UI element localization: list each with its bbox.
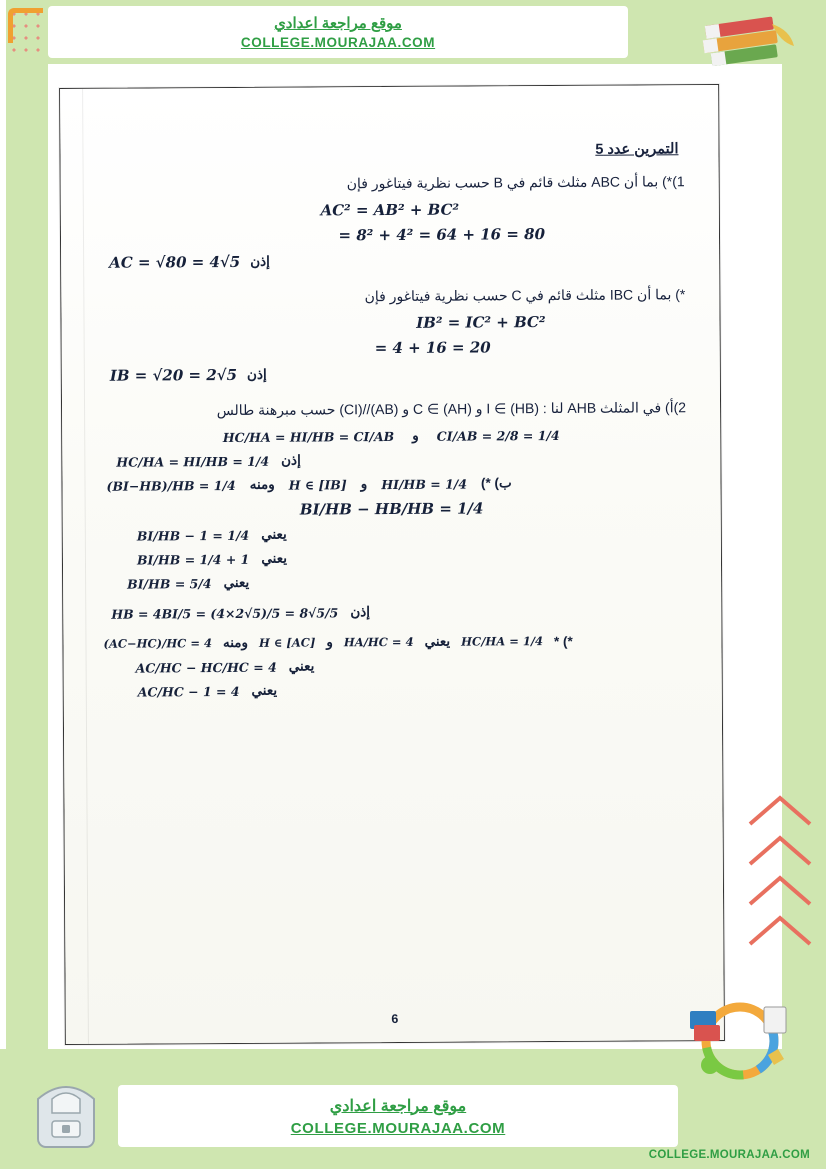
equation-12-label: يعني xyxy=(261,550,287,566)
worksheet-content xyxy=(60,85,724,1044)
equation-9d: (BI−HB)/HB = 1/4 xyxy=(106,477,236,494)
backpack-icon xyxy=(18,1069,114,1155)
equation-row xyxy=(97,524,687,544)
equation-13-label: يعني xyxy=(223,574,250,591)
footer xyxy=(0,1049,826,1169)
equation-row xyxy=(97,498,687,520)
equation-15-e: ومنه xyxy=(222,634,249,651)
equation-16-label: يعني xyxy=(288,658,315,674)
equation-6: IB = √20 = 2√5 xyxy=(109,365,238,385)
equation-15c: HA/HC = 4 xyxy=(343,634,414,650)
equation-row xyxy=(95,224,685,246)
orange-corner-decoration xyxy=(8,8,43,43)
equation-7-join: و xyxy=(412,427,419,443)
equation-15-label: *) * xyxy=(553,633,573,649)
equation-3: AC = √80 = 4√5 xyxy=(109,252,241,272)
equation-row xyxy=(98,656,688,676)
equation-row xyxy=(95,250,685,272)
equation-8: HC/HA = HI/HB = 1/4 xyxy=(116,453,270,470)
footer-site-url[interactable]: COLLEGE.MOURAJAA.COM xyxy=(290,1119,506,1137)
equation-11-label: يعني xyxy=(261,526,287,542)
equation-row xyxy=(97,548,687,568)
equation-14-label: إذن xyxy=(350,604,371,620)
equation-7a: CI/AB = 2/8 = 1/4 xyxy=(436,427,560,444)
equation-15a: HC/HA = 1/4 xyxy=(461,634,544,649)
equation-row xyxy=(95,312,685,334)
chevrons-icon xyxy=(740,790,820,950)
equation-6-label: إذن xyxy=(246,366,267,382)
equation-15-join: و xyxy=(326,634,333,650)
equation-15d: H ∈ [AC] xyxy=(258,635,316,650)
equation-15-b: يعني xyxy=(424,633,451,649)
equation-row xyxy=(96,426,686,446)
equation-14: HB = 4BI/5 = (4×2√5)/5 = 8√5/5 xyxy=(111,604,339,622)
equation-row xyxy=(96,337,686,359)
page-number: 6 xyxy=(391,1011,399,1027)
equation-13: BI/HB = 5/4 xyxy=(127,575,212,592)
question-1-text: 1)*) بما أن ABC مثلث قائم في B حسب نظرية فيتاغور فإن xyxy=(346,173,685,192)
equation-3-label: إذن xyxy=(250,253,270,269)
equation-1: AC² = AB² + BC² xyxy=(320,200,460,220)
equation-9-label: ب) *) xyxy=(480,475,512,491)
footer-credit: COLLEGE.MOURAJAA.COM xyxy=(648,1149,810,1161)
equation-9b: H ∈ [IB] xyxy=(288,476,347,493)
equation-row xyxy=(96,450,686,470)
header-site-url[interactable]: COLLEGE.MOURAJAA.COM xyxy=(240,35,436,50)
equation-7b: HC/HA = HI/HB = CI/AB xyxy=(222,428,395,445)
equation-17-label: يعني xyxy=(251,682,278,698)
green-right-band xyxy=(782,0,826,1169)
equation-row xyxy=(97,572,687,592)
equation-9a: HI/HB = 1/4 xyxy=(381,476,468,492)
header-banner xyxy=(48,6,628,58)
equation-2: = 8² + 4² = 64 + 16 = 80 xyxy=(338,225,546,245)
equation-row xyxy=(97,632,687,652)
question-1b-text: *) بما أن IBC مثلث قائم في C حسب نظرية فيتاغور فإن xyxy=(364,286,686,305)
exercise-title: التمرين عدد 5 xyxy=(595,141,679,158)
equation-row xyxy=(95,199,685,221)
equation-11: BI/HB − 1 = 1/4 xyxy=(136,527,250,544)
school-supplies-icon xyxy=(682,995,798,1091)
equation-4: IB² = IC² + BC² xyxy=(416,313,546,332)
equation-5: = 4 + 16 = 20 xyxy=(374,338,491,358)
equation-8-label: إذن xyxy=(281,452,301,468)
equation-row xyxy=(97,602,687,622)
header-site-title: موقع مراجعة اعدادي xyxy=(274,15,402,32)
footer-site-title: موقع مراجعة اعدادي xyxy=(329,1097,467,1115)
equation-17: AC/HC − 1 = 4 xyxy=(137,683,240,700)
equation-15f: (AC−HC)/HC = 4 xyxy=(103,636,213,651)
equation-row xyxy=(96,474,686,494)
equation-9-c: ومنه xyxy=(249,476,275,492)
books-icon xyxy=(694,6,804,76)
scanned-worksheet xyxy=(59,84,725,1045)
equation-10: BI/HB − HB/HB = 1/4 xyxy=(299,499,484,519)
question-2-text: 2)أ) في المثلث AHB لنا : I ∈ (HB) و C ∈ (AH) و (AB)//(CI) حسب مبرهنة طالس xyxy=(216,399,687,419)
equation-9-join: و xyxy=(360,476,368,492)
equation-12: BI/HB = 1/4 + 1 xyxy=(136,551,250,568)
equation-16: AC/HC − HC/HC = 4 xyxy=(135,659,277,676)
green-left-band xyxy=(0,0,48,1169)
equation-row xyxy=(96,363,686,385)
footer-banner xyxy=(118,1085,678,1147)
equation-row xyxy=(98,680,688,700)
